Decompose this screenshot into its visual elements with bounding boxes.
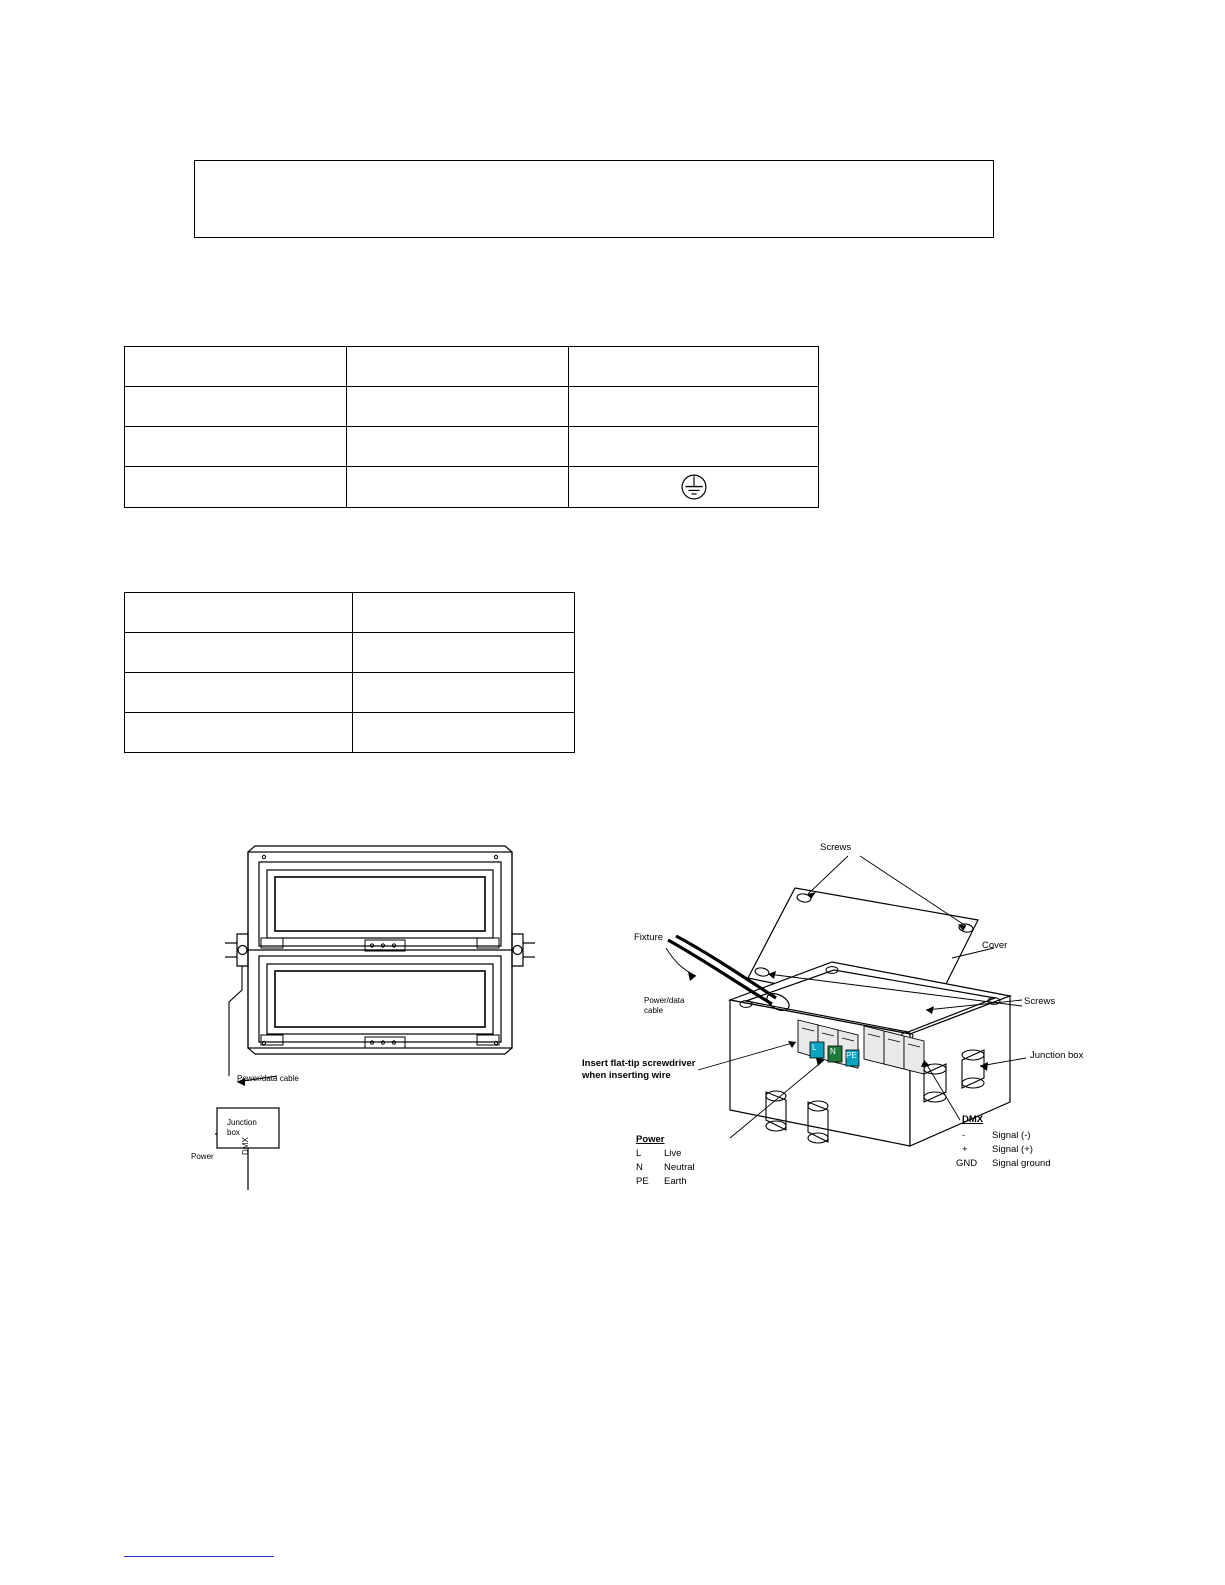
dmx-sym-1: + — [962, 1144, 968, 1155]
cell-r2c1 — [347, 427, 569, 467]
spec-cell-r1c0 — [125, 633, 353, 673]
label-screwdriver-note-2: when inserting wire — [582, 1070, 671, 1081]
label-dmx-heading: DMX — [962, 1114, 984, 1125]
table-row — [125, 347, 819, 387]
terminal-label-pe: PE — [846, 1051, 857, 1060]
cell-r1c2 — [569, 387, 819, 427]
spec-cell-r1c1 — [353, 633, 575, 673]
label-power: Power — [191, 1152, 214, 1161]
figures-area — [0, 820, 1225, 1240]
power-label-0: Live — [664, 1148, 682, 1159]
cell-r2c0 — [125, 427, 347, 467]
label-dmx: DMX — [241, 1137, 250, 1155]
table-row — [125, 713, 575, 753]
table-row — [125, 593, 575, 633]
label-junction-box-2: box — [227, 1128, 240, 1137]
dmx-sym-0: - — [962, 1130, 966, 1141]
terminal-label-l: L — [812, 1043, 817, 1052]
table-row — [125, 673, 575, 713]
terminal-label-n: N — [830, 1047, 836, 1056]
fixture-svg — [215, 830, 585, 1210]
label-power-data-cable-2: cable — [644, 1006, 664, 1015]
junction-box-diagram — [580, 820, 1200, 1220]
table-row — [125, 467, 819, 508]
cell-r3c1 — [347, 467, 569, 508]
power-sym-2: PE — [636, 1176, 649, 1187]
cell-r1c1 — [347, 387, 569, 427]
spec-cell-r2c1 — [353, 673, 575, 713]
fixture-diagram — [191, 830, 585, 1210]
dmx-label-0: Signal (-) — [992, 1130, 1031, 1141]
power-label-1: Neutral — [664, 1162, 695, 1173]
label-power-heading: Power — [636, 1134, 665, 1145]
dmx-label-2: Signal ground — [992, 1158, 1051, 1169]
label-junction-box-1: Junction — [227, 1118, 257, 1127]
spec-cell-r3c0 — [125, 713, 353, 753]
table-row — [125, 633, 575, 673]
label-fixture: Fixture — [634, 932, 664, 943]
spec-cell-r3c1 — [353, 713, 575, 753]
specs-table — [124, 592, 575, 753]
footer-link-rule — [124, 1556, 274, 1557]
cell-r0c2 — [569, 347, 819, 387]
label-power-data-cable-1: Power/data — [644, 996, 685, 1005]
cell-r2c2 — [569, 427, 819, 467]
cell-r0c1 — [347, 347, 569, 387]
dmx-sym-2: GND — [956, 1158, 978, 1169]
cell-earth-symbol — [569, 467, 819, 508]
label-power-data-cable: Power/data cable — [237, 1074, 299, 1083]
power-sym-0: L — [636, 1148, 642, 1159]
spec-cell-r0c0 — [125, 593, 353, 633]
cell-r3c0 — [125, 467, 347, 508]
junction-box-svg — [580, 820, 1200, 1220]
label-screwdriver-note-1: Insert flat-tip screwdriver — [582, 1058, 696, 1069]
earth-ground-icon — [677, 470, 711, 504]
label-screws-right: Screws — [1024, 996, 1056, 1007]
label-junction-box: Junction box — [1030, 1050, 1084, 1061]
table-row — [125, 427, 819, 467]
power-label-2: Earth — [664, 1176, 687, 1187]
notice-box — [194, 160, 994, 238]
cell-r1c0 — [125, 387, 347, 427]
spec-cell-r2c0 — [125, 673, 353, 713]
cell-r0c0 — [125, 347, 347, 387]
power-sym-1: N — [636, 1162, 643, 1173]
label-screws-top: Screws — [820, 842, 852, 853]
dmx-label-1: Signal (+) — [992, 1144, 1033, 1155]
spec-cell-r0c1 — [353, 593, 575, 633]
table-row — [125, 387, 819, 427]
label-cover: Cover — [982, 940, 1008, 951]
connections-table — [124, 346, 819, 508]
notice-text — [195, 161, 993, 173]
